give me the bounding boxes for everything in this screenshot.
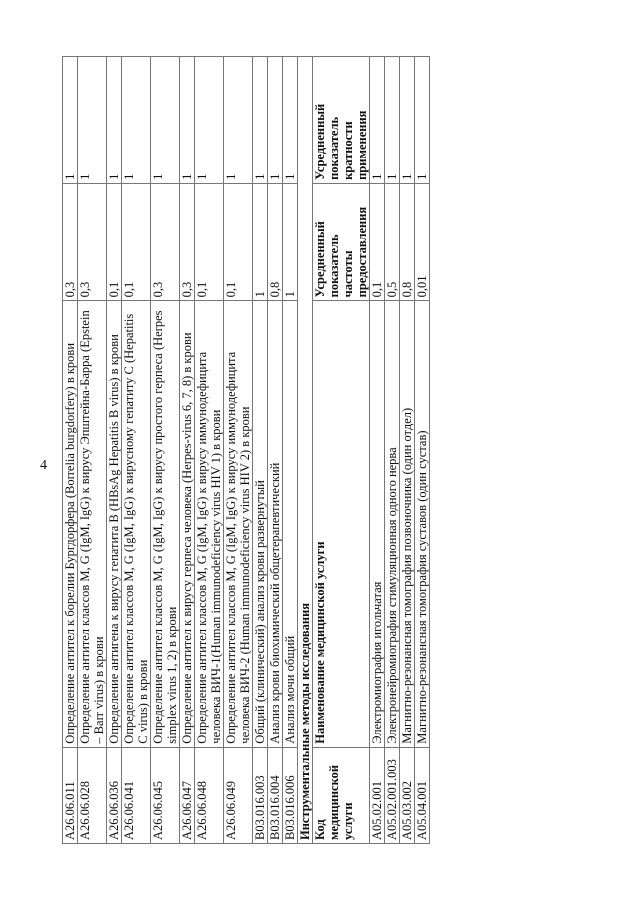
multiplicity-value: 1 (283, 57, 298, 184)
service-code: A05.02.001.003 (385, 747, 400, 843)
service-name: Определение антител классов M, G (IgM, IgG) к вирусу иммунодефицита человека ВИЧ-1(Human immunodeficiency virus HIV 1) в крови (195, 301, 224, 747)
multiplicity-value: 1 (400, 57, 415, 184)
frequency-value: 0,1 (224, 183, 253, 300)
section-title: Инструментальные методы исследования (298, 57, 313, 844)
table-row (78, 57, 107, 844)
service-name: Определение антител классов M, G (IgM, IgG) к вирусу иммунодефицита человека ВИЧ-2 (Human immunodeficiency virus HIV 2) в крови (224, 301, 253, 747)
frequency-value: 0,01 (415, 183, 430, 300)
frequency-value: 1 (283, 183, 298, 300)
frequency-value: 0,3 (151, 183, 180, 300)
frequency-value: 0,8 (268, 183, 283, 300)
service-name: Общий (клинический) анализ крови развернутый (253, 301, 268, 747)
service-code: B03.016.003 (253, 747, 268, 843)
header-code: Код медицинской услуги (313, 747, 370, 843)
header-multiplicity: Усредненный показатель кратности применения (313, 57, 370, 184)
multiplicity-value: 1 (268, 57, 283, 184)
header-row (313, 57, 370, 844)
multiplicity-value: 1 (151, 57, 180, 184)
table-row (415, 57, 430, 844)
service-code: A05.02.001 (370, 747, 385, 843)
service-name: Определение антигена к вирусу гепатита B (HBsAg Hepatitis B virus) в крови (107, 301, 122, 747)
frequency-value: 0,1 (107, 183, 122, 300)
service-name: Электронейромиография стимуляционная одного нерва (385, 301, 400, 747)
service-name: Анализ мочи общий (283, 301, 298, 747)
frequency-value: 1 (253, 183, 268, 300)
section-row (298, 57, 313, 844)
service-name: Электромиография игольчатая (370, 301, 385, 747)
multiplicity-value: 1 (63, 57, 78, 184)
table-row (151, 57, 180, 844)
service-code: A26.06.028 (78, 747, 107, 843)
multiplicity-value: 1 (180, 57, 195, 184)
service-name: Определение антител классов M, G (IgM, IgG) к вирусному гепатиту C (Hepatitis C virus) в крови (122, 301, 151, 747)
rotated-page (62, 56, 597, 844)
service-name: Определение антител к борелии Бургдорфера (Borrelia burgdorfery) в крови (63, 301, 78, 747)
multiplicity-value: 1 (195, 57, 224, 184)
service-name: Магнитно-резонансная томография позвоночника (один отдел) (400, 301, 415, 747)
table-row (195, 57, 224, 844)
table-row (370, 57, 385, 844)
service-code: A26.06.036 (107, 747, 122, 843)
service-name: Магнитно-резонансная томография суставов (один сустав) (415, 301, 430, 747)
table-row (268, 57, 283, 844)
service-code: B03.016.004 (268, 747, 283, 843)
frequency-value: 0,3 (63, 183, 78, 300)
frequency-value: 0,3 (78, 183, 107, 300)
service-code: A26.06.049 (224, 747, 253, 843)
frequency-value: 0,8 (400, 183, 415, 300)
service-code: A26.06.041 (122, 747, 151, 843)
table-row (63, 57, 78, 844)
table-row (400, 57, 415, 844)
service-code: A26.06.048 (195, 747, 224, 843)
frequency-value: 0,5 (385, 183, 400, 300)
multiplicity-value: 1 (224, 57, 253, 184)
table-row (107, 57, 122, 844)
service-name: Анализ крови биохимический общетерапевтический (268, 301, 283, 747)
services-table (62, 56, 430, 844)
table-row (253, 57, 268, 844)
service-code: A26.06.047 (180, 747, 195, 843)
frequency-value: 0,1 (195, 183, 224, 300)
multiplicity-value: 1 (78, 57, 107, 184)
service-code: A05.04.001 (415, 747, 430, 843)
frequency-value: 0,1 (370, 183, 385, 300)
service-code: A05.03.002 (400, 747, 415, 843)
service-code: A26.06.011 (63, 747, 78, 843)
header-frequency: Усредненный показатель частоты предоставления (313, 183, 370, 300)
multiplicity-value: 1 (107, 57, 122, 184)
header-name: Наименование медицинской услуги (313, 301, 370, 747)
table-row (283, 57, 298, 844)
multiplicity-value: 1 (385, 57, 400, 184)
page-number: 4 (40, 458, 47, 473)
service-code: A26.06.045 (151, 747, 180, 843)
table-row (180, 57, 195, 844)
service-name: Определение антител к вирусу герпеса человека (Herpes-virus 6, 7, 8) в крови (180, 301, 195, 747)
service-code: B03.016.006 (283, 747, 298, 843)
service-name: Определение антител классов M, G (IgM, IgG) к вирусу простого герпеса (Herpes simplex virus 1, 2) в крови (151, 301, 180, 747)
table-row (385, 57, 400, 844)
table-row (224, 57, 253, 844)
frequency-value: 0,3 (180, 183, 195, 300)
multiplicity-value: 1 (253, 57, 268, 184)
table-row (122, 57, 151, 844)
multiplicity-value: 1 (122, 57, 151, 184)
frequency-value: 0,1 (122, 183, 151, 300)
service-name: Определение антител классов M, G (IgM, IgG) к вирусу Эпштейна-Барра (Epstein – Barr virus) в крови (78, 301, 107, 747)
multiplicity-value: 1 (370, 57, 385, 184)
multiplicity-value: 1 (415, 57, 430, 184)
